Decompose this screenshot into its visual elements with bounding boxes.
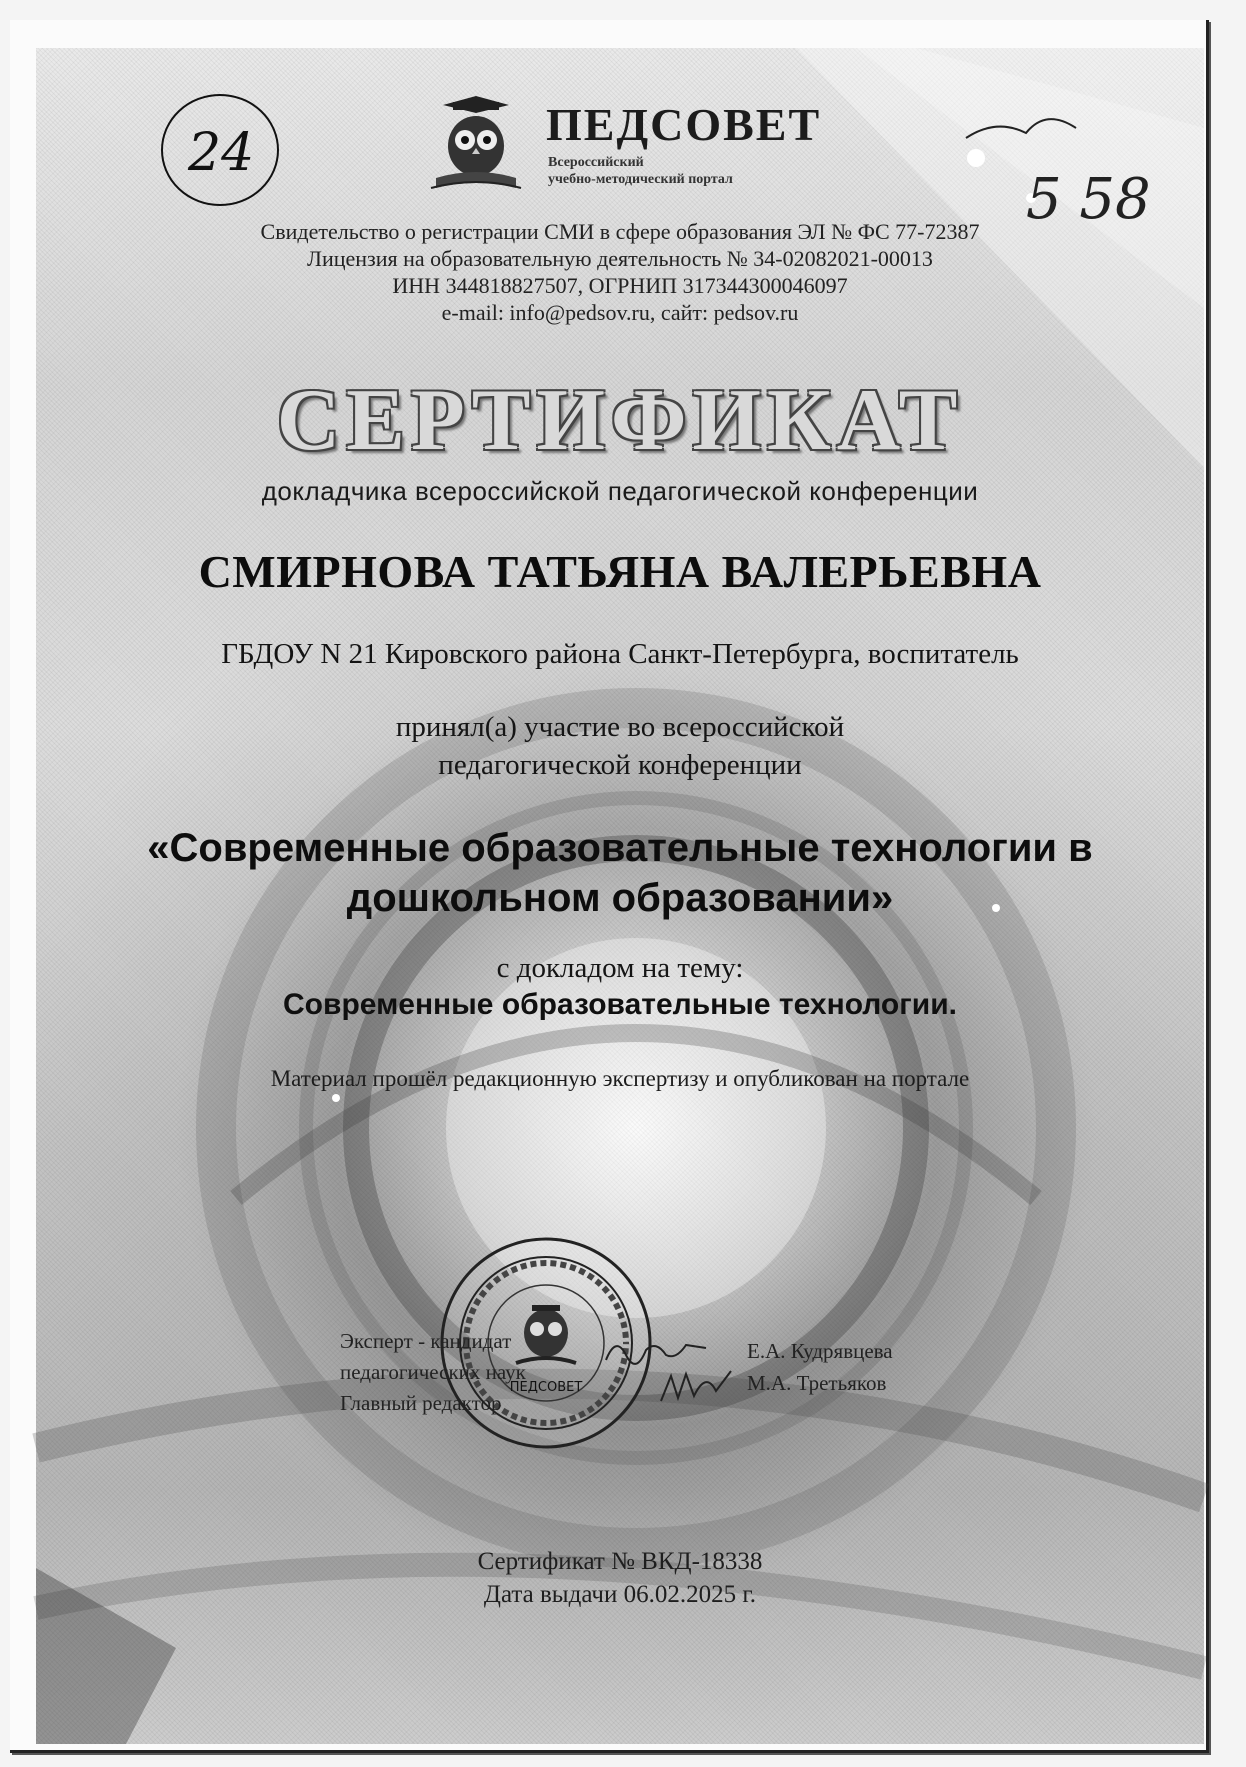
report-topic: Современные образовательные технологии. — [283, 988, 957, 1021]
pedsovet-logo — [431, 96, 822, 206]
certificate-footer — [36, 1545, 1204, 1611]
stamp-text: ПЕДСОВЕТ — [509, 1380, 583, 1395]
certificate-subtitle: докладчика всероссийской педагогической конференции — [261, 476, 979, 506]
recipient-organization: ГБДОУ N 21 Кировского района Санкт-Петербурга, воспитатель — [221, 638, 1019, 670]
topic-lead: с докладом на тему: — [496, 952, 744, 984]
certificate-title: СЕРТИФИКАТ — [276, 372, 964, 469]
conference-title-line-2: дошкольном образовании» — [346, 876, 894, 920]
signatory-names — [747, 1335, 893, 1399]
conference-title — [36, 823, 1204, 923]
license-line: Лицензия на образовательную деятельность № 34-02082021-00013 — [307, 246, 933, 271]
expert-name: Е.А. Кудрявцева — [747, 1339, 893, 1363]
inn-line: ИНН 344818827507, ОГРНИП 317344300046097 — [392, 273, 848, 298]
brand-tagline — [548, 154, 733, 188]
publication-note: Материал прошёл редакционную экспертизу и опубликован на портале — [270, 1066, 970, 1091]
brand-name: ПЕДСОВЕТ — [546, 99, 822, 150]
expert-title-line-1: Эксперт - кандидат — [340, 1329, 512, 1353]
expert-title-line-2: педагогических наук — [340, 1360, 526, 1384]
participation-text — [36, 708, 1204, 784]
contacts-line: e-mail: info@pedsov.ru, сайт: pedsov.ru — [441, 300, 799, 325]
certificate-sheet — [10, 20, 1209, 1753]
registration-line: Свидетельство о регистрации СМИ в сфере образования ЭЛ № ФС 77-72387 — [260, 219, 980, 244]
editor-name: М.А. Третьяков — [747, 1371, 887, 1395]
brand-tagline-line-2: учебно-методический портал — [548, 172, 733, 187]
owl-logo-icon — [431, 96, 541, 206]
certificate-content — [36, 48, 1204, 1744]
participation-line-2: педагогической конференции — [438, 749, 802, 781]
issue-date: Дата выдачи 06.02.2025 г. — [483, 1581, 757, 1608]
editor-signature — [656, 1366, 736, 1406]
certificate-number: Сертификат № ВКД-18338 — [477, 1548, 763, 1575]
expert-signature — [601, 1330, 711, 1370]
handwritten-circle-note — [158, 88, 283, 213]
signatory-titles — [340, 1326, 526, 1419]
handwritten-corner-text: 5 58 — [1026, 167, 1151, 232]
brand-tagline-line-1: Всероссийский — [548, 155, 644, 170]
conference-title-line-1: «Современные образовательные технологии в — [147, 826, 1093, 870]
editor-title: Главный редактор — [340, 1391, 502, 1415]
handwritten-number: 24 — [188, 123, 255, 183]
certificate-background — [36, 48, 1204, 1744]
registration-info — [36, 218, 1204, 326]
recipient-name: СМИРНОВА ТАТЬЯНА ВАЛЕРЬЕВНА — [198, 546, 1042, 597]
participation-line-1: принял(а) участие во всероссийской — [395, 711, 845, 743]
